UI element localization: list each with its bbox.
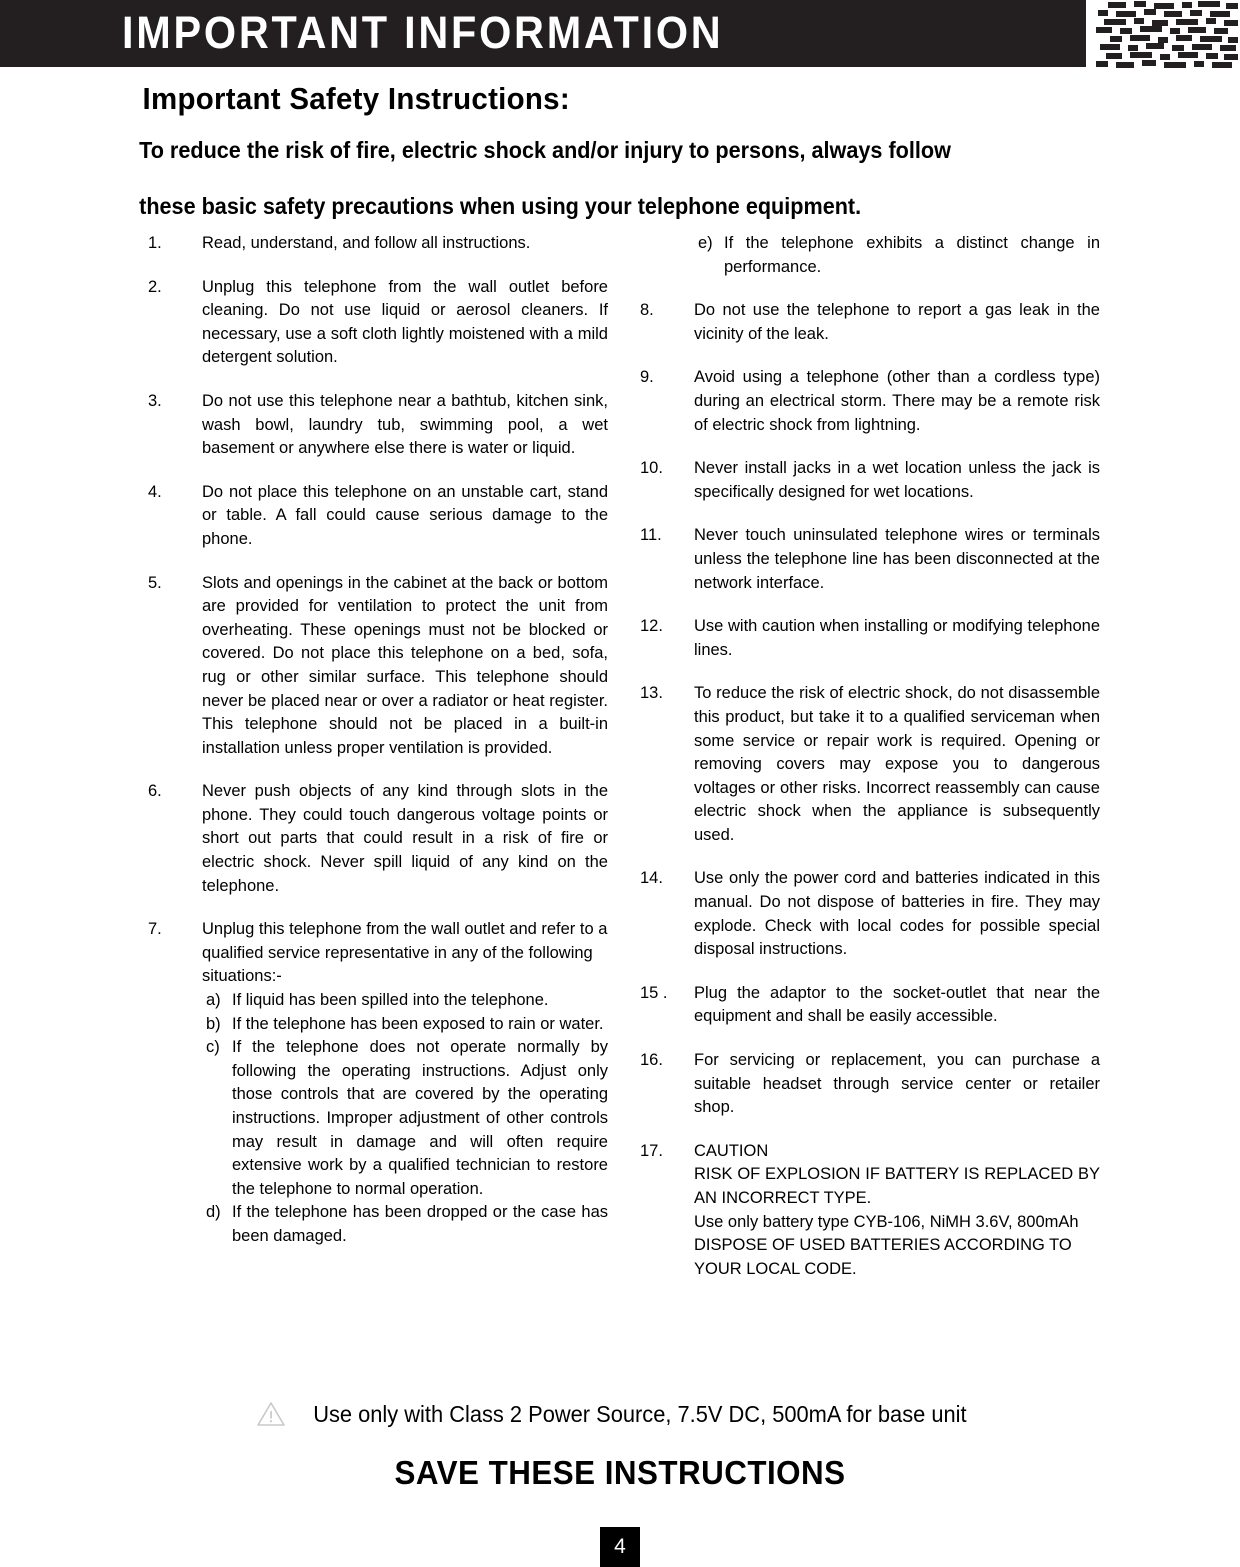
item-text: Never touch uninsulated telephone wires or terminals unless the telephone line has been disconnected at the network interface. [694, 526, 1100, 592]
item-text: Plug the adaptor to the socket-outlet that near the equipment and shall be easily accessible. [694, 983, 1100, 1026]
item-text: Unplug this telephone from the wall outlet and refer to a qualified service representative in any of the following situations:- a) If liquid has been spilled into the telephone. b) If the telephone has been exposed to rain or water. c) If the telephone does not operate normally by following the operating instructions. Adjust only those controls that are covered by the operating instructions. Improper adjustment of other controls may result in damage and will often require extensive work by a qualified technician to restore the telephone to normal operation. d) If the telephone has been dropped or the case has been damaged. [202, 918, 608, 1248]
list-item [640, 1049, 1100, 1120]
sub-list [694, 232, 1100, 279]
item-number: 4. [148, 482, 162, 501]
sub-item-text: If the telephone has been dropped or the case has been damaged. [232, 1203, 608, 1245]
list-item [640, 867, 1100, 961]
list-item [640, 615, 1100, 662]
warning-triangle-icon [256, 1400, 286, 1428]
item-number: 10. [640, 459, 663, 478]
list-item [148, 918, 608, 1248]
item-number: 11. [640, 526, 662, 545]
sub-item-text: If liquid has been spilled into the telephone. [232, 991, 549, 1010]
list-item [148, 572, 608, 761]
item-text: Do not use the telephone to report a gas leak in the vicinity of the leak. [694, 301, 1100, 343]
item-text: Never push objects of any kind through slots in the phone. They could touch dangerous voltage points or short out parts that could result in a risk of fire or electric shock. Never spill liquid of any kind on the telephone. [202, 782, 608, 895]
list-item-continued [640, 232, 1100, 279]
item-number: 15 . [640, 983, 668, 1002]
class2-power-text: Use only with Class 2 Power Source, 7.5V DC, 500mA for base unit [313, 1400, 967, 1427]
item-text: Slots and openings in the cabinet at the back or bottom are provided for ventilation to protect the unit from overheating. These openings must not be blocked or covered. Do not place this telephone on a bed, sofa, rug or other similar surface. This telephone should never be placed near or over a radiator or heat register. This telephone should not be placed in a built-in installation unless proper ventilation is provided. [202, 573, 608, 757]
instructions-columns [0, 232, 1240, 1362]
intro-line-1: To reduce the risk of fire, electric shock and/or injury to persons, always follow [139, 137, 951, 163]
caution-battery-line: Use only battery type CYB-106, NiMH 3.6V, 800mAh [694, 1212, 1079, 1231]
sub-list-item [202, 1013, 608, 1037]
class2-power-notice [0, 1400, 1240, 1428]
item-number: 2. [148, 277, 162, 296]
item-number: 8. [640, 301, 654, 320]
list-item [148, 232, 608, 256]
list-item [148, 481, 608, 552]
list-item [640, 524, 1100, 595]
item-text: Use only the power cord and batteries indicated in this manual. Do not dispose of batteries in fire. They may explode. Check with local codes for possible special disposal instructions. [694, 869, 1100, 959]
sub-list-item [694, 232, 1100, 279]
sub-item-marker: e) [698, 234, 713, 252]
item-text: Do not use this telephone near a bathtub, kitchen sink, wash bowl, laundry tub, swimming pool, a wet basement or anywhere else there is water or liquid. [202, 391, 608, 458]
header-bar [0, 0, 1086, 67]
item-text: Avoid using a telephone (other than a cordless type) during an electrical storm. There may be a remote risk of electric shock from lightning. [694, 368, 1100, 434]
sub-item-marker: b) [206, 1014, 221, 1033]
page-title: IMPORTANT INFORMATION [122, 7, 724, 58]
item-text: For servicing or replacement, you can purchase a suitable headset through service center or retailer shop. [694, 1051, 1100, 1117]
item-number: 17. [640, 1141, 663, 1160]
list-item-caution [640, 1140, 1100, 1282]
footer-section [0, 1400, 1240, 1492]
item-number: 9. [640, 368, 654, 387]
item-number: 1. [148, 234, 162, 252]
item-text: To reduce the risk of electric shock, do not disassemble this product, but take it to a qualified serviceman when some service or repair work is required. Opening or removing covers may expose you to dangerous voltages or other risks. Incorrect reassembly can cause electric shock when the appliance is subsequently used. [694, 684, 1100, 844]
item-text: Use with caution when installing or modifying telephone lines. [694, 617, 1100, 659]
list-item [148, 390, 608, 461]
sub-list-item [202, 1201, 608, 1248]
list-item [640, 982, 1100, 1029]
page-number-badge: 4 [600, 1527, 640, 1567]
item-number: 6. [148, 782, 162, 801]
item-number: 7. [148, 920, 162, 939]
caution-dispose-line: DISPOSE OF USED BATTERIES ACCORDING TO YOUR LOCAL CODE. [694, 1236, 1072, 1278]
caution-heading: CAUTION [694, 1141, 769, 1160]
item-text [694, 1140, 1100, 1282]
item-number: 5. [148, 573, 162, 592]
item-number: 12. [640, 617, 663, 636]
halftone-brick-pattern-icon [1094, 0, 1240, 70]
list-item [148, 276, 608, 370]
save-instructions-text: SAVE THESE INSTRUCTIONS [394, 1454, 846, 1491]
item-text: Read, understand, and follow all instructions. [202, 234, 531, 252]
sub-list [202, 989, 608, 1249]
intro-line-2: these basic safety precautions when using your telephone equipment. [139, 193, 862, 219]
list-item [640, 682, 1100, 847]
sub-item-marker: d) [206, 1203, 221, 1222]
list-item [148, 780, 608, 898]
sub-list-item [202, 989, 608, 1013]
sub-item-text: If the telephone exhibits a distinct change in performance. [724, 234, 1100, 276]
item-text: Do not place this telephone on an unstable cart, stand or table. A fall could cause serious damage to the phone. [202, 482, 608, 548]
sub-item-text: If the telephone does not operate normally by following the operating instructions. Adjust only those controls that are covered by the operating instructions. Improper adjustment of other controls may result in damage and will often require extensive work by a qualified technician to restore the telephone to normal operation. [232, 1038, 608, 1198]
sub-item-marker: c) [206, 1038, 220, 1057]
item-text [694, 232, 1100, 279]
item-number: 14. [640, 869, 663, 888]
list-item [640, 457, 1100, 504]
item-text: Never install jacks in a wet location unless the jack is specifically designed for wet locations. [694, 459, 1100, 501]
right-column [640, 232, 1100, 1301]
item-number: 13. [640, 684, 663, 703]
sub-item-marker: a) [206, 991, 221, 1010]
item-text: Unplug this telephone from the wall outlet before cleaning. Do not use liquid or aerosol cleaners. If necessary, use a soft cloth lightly moistened with a mild detergent solution. [202, 277, 608, 367]
list-item [640, 366, 1100, 437]
sub-list-item [202, 1036, 608, 1201]
item-number: 3. [148, 391, 162, 410]
left-column [148, 232, 608, 1269]
intro-section [0, 67, 1240, 220]
list-item [640, 299, 1100, 346]
caution-risk-line: RISK OF EXPLOSION IF BATTERY IS REPLACED BY AN INCORRECT TYPE. [694, 1165, 1100, 1207]
safety-instructions-heading: Important Safety Instructions: [142, 81, 570, 116]
item-number: 16. [640, 1051, 663, 1070]
sub-item-text: If the telephone has been exposed to rain or water. [232, 1014, 604, 1033]
